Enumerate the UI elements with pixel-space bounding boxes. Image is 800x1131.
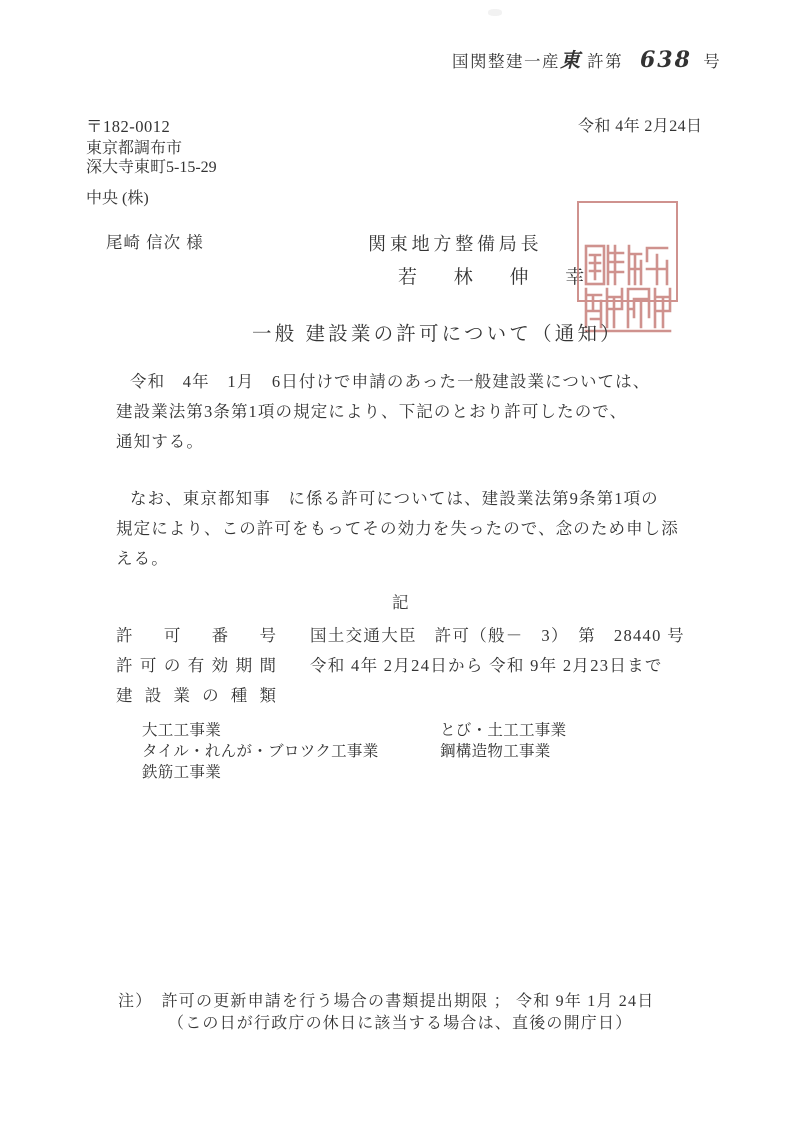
paragraph-1-line-3: 通知する。: [116, 432, 204, 451]
footer-note-line-1: 注） 許可の更新申請を行う場合の書類提出期限 ； 令和 9年 1月 24日: [118, 993, 655, 1010]
detail-value-permit-number: 国土交通大臣 許可（般－ 3） 第 28440 号: [310, 626, 685, 645]
document-number-middle: 許第: [587, 52, 624, 71]
addressee-company: 中央 (株): [86, 190, 149, 207]
detail-label-validity-period: 許可の有効期間: [116, 656, 276, 675]
addressee-postal-code: 〒182-0012: [86, 117, 171, 136]
addressee-city: 東京都調布市: [86, 140, 183, 157]
document-number-value: 638: [640, 47, 692, 73]
document-number-prefix: 国関整建一産: [452, 52, 560, 71]
detail-label-business-types: 建設業の種類: [116, 686, 276, 705]
construction-type-item: 鋼構造物工事業: [440, 743, 551, 760]
issue-date: 令和 4年 2月24日: [578, 118, 703, 135]
document-number-suffix: 号: [703, 52, 722, 71]
document-number-header: [452, 44, 721, 73]
paragraph-1-line-2: 建設業法第3条第1項の規定により、下記のとおり許可したので、: [116, 402, 628, 421]
issuer-name: 若 林 伸 幸: [398, 267, 601, 288]
addressee-person: 尾崎 信次 様: [106, 233, 204, 252]
detail-label-permit-number: 許可番号: [116, 626, 276, 645]
construction-type-item: 大工工事業: [142, 722, 222, 739]
ki-marker: 記: [392, 593, 409, 612]
page-title: 一般 建設業の許可について（通知）: [252, 324, 623, 345]
paragraph-2-line-1: なお、東京都知事 に係る許可については、建設業法第9条第1項の: [130, 489, 659, 508]
official-seal-stamp: [577, 201, 678, 302]
construction-type-item: とび・土工工事業: [440, 722, 567, 739]
detail-value-validity-period: 令和 4年 2月24日から 令和 9年 2月23日まで: [310, 656, 663, 675]
scan-artifact-speck: [488, 9, 502, 16]
addressee-street: 深大寺東町5-15-29: [86, 159, 217, 176]
construction-type-item: 鉄筋工事業: [142, 764, 222, 781]
construction-type-item: タイル・れんが・ブロツク工事業: [142, 743, 379, 760]
issuer-office-title: 関東地方整備局長: [368, 234, 543, 254]
paragraph-2-line-3: える。: [116, 549, 169, 568]
footer-note-line-2: （この日が行政庁の休日に該当する場合は、直後の開庁日）: [168, 1015, 633, 1032]
paragraph-1-line-1: 令和 4年 1月 6日付けで申請のあった一般建設業については、: [130, 372, 651, 391]
paragraph-2-line-2: 規定により、この許可をもってその効力を失ったので、念のため申し添: [116, 519, 679, 538]
document-number-handwritten-kanji: 東: [560, 50, 582, 72]
